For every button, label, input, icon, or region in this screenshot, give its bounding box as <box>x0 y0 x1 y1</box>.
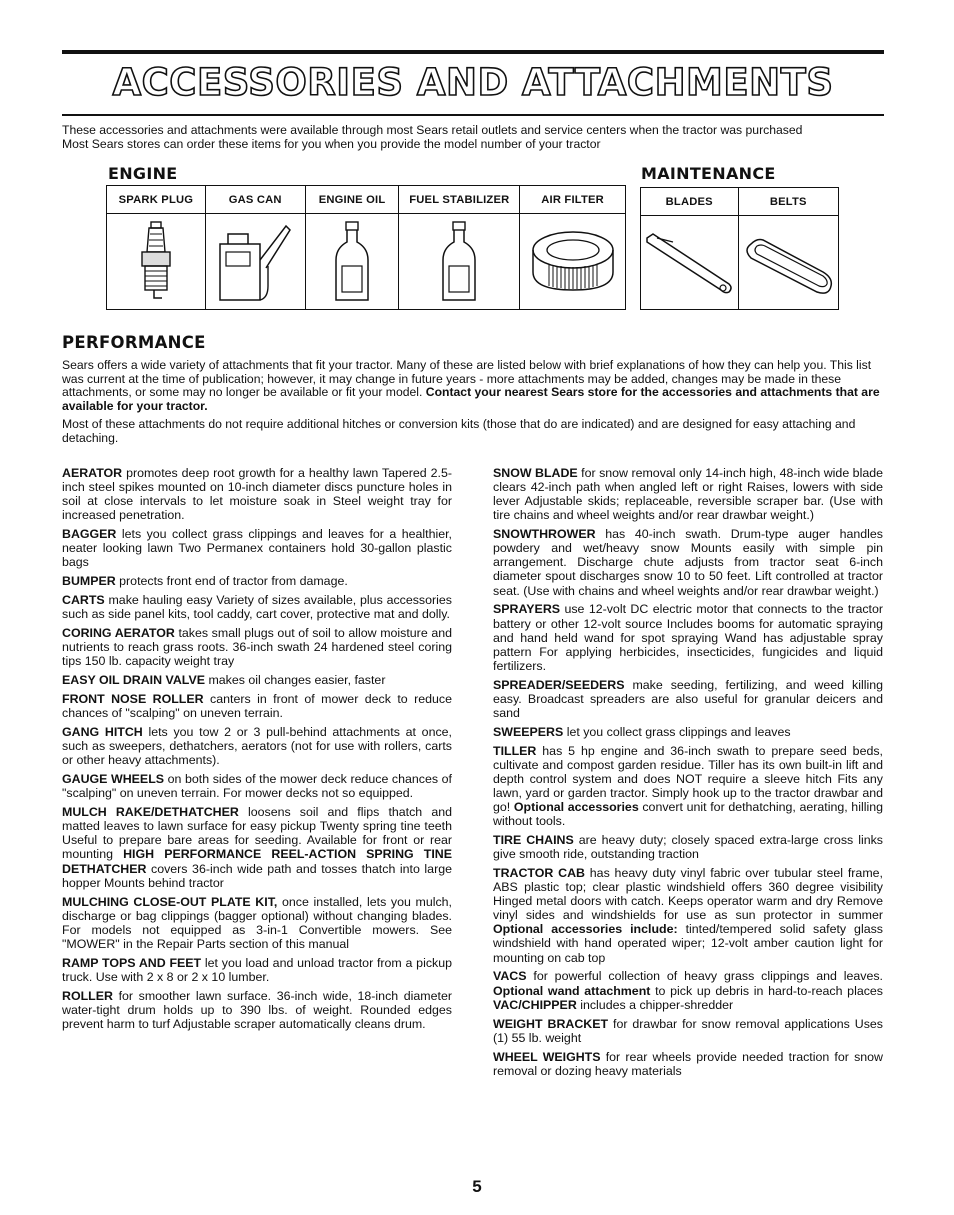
engine-heading: ENGINE <box>108 164 178 183</box>
attachment-description: for smoother lawn surface. 36-inch wide, 18-inch diameter water-tight drum holds up to 390 lbs. of weight. Rounded edges prevent harm to turf Adjustable scraper automatically cleans drum. <box>62 988 452 1031</box>
part-gas-can <box>206 186 306 309</box>
gas-can-icon <box>214 220 296 304</box>
intro-line-2: Most Sears stores can order these items for you when you provide the model number of your tractor <box>62 137 601 151</box>
attachment-entry <box>62 895 452 951</box>
page-title: ACCESSORIES AND ATTACHMENTS <box>112 61 834 104</box>
attachment-term: FRONT NOSE ROLLER <box>62 692 204 707</box>
part-fuel-stabilizer <box>399 186 520 309</box>
attachment-term: WHEEL WEIGHTS <box>493 1049 601 1064</box>
attachment-description: lets you collect grass clippings and leaves for a healthier, neater looking lawn Two Permanex containers hold 30-gallon plastic bags <box>62 527 452 570</box>
part-air-filter <box>520 186 625 309</box>
attachment-description: lets you tow 2 or 3 pull-behind attachments at once, such as sweepers, dethatchers, aerators (not for use with rollers, carts or other heavy attachments). <box>62 725 452 768</box>
title-underline <box>62 114 884 116</box>
attachment-description: make seeding, fertilizing, and weed killing easy. Broadcast spreaders are also useful for granular deicers and sand <box>493 677 883 720</box>
attachment-description: takes small plugs out of soil to allow moisture and nutrients to reach grass roots. 36-inch swath 24 hardened steel coring tips 150 lb. capacity weight tray <box>62 626 452 669</box>
attachment-term: BAGGER <box>62 527 117 542</box>
attachment-term: GAUGE WHEELS <box>62 772 165 787</box>
attachment-description: make hauling easy Variety of sizes available, plus accessories such as side panel kits, tool caddy, cart cover, protective mat and dolly. <box>62 593 452 622</box>
attachment-entry <box>62 725 452 767</box>
attachment-description: for rear wheels provide needed traction for snow removal or dozing heavy materials <box>493 1049 883 1078</box>
performance-heading: PERFORMANCE <box>62 333 206 352</box>
part-blades <box>641 188 739 309</box>
attachment-entry <box>493 833 883 861</box>
left-column <box>62 466 452 1036</box>
attachment-description: for drawbar for snow removal applications Uses (1) 55 lb. weight <box>493 1016 883 1045</box>
attachment-term: SPREADER/SEEDERS <box>493 677 625 692</box>
attachment-term: CARTS <box>62 593 105 608</box>
part-label: BLADES <box>641 188 738 216</box>
attachment-entry <box>493 602 883 672</box>
attachment-term: Optional accessories <box>513 800 639 815</box>
attachment-entry <box>493 527 883 597</box>
attachment-description: on both sides of the mower deck reduce chances of "scalping" on uneven terrain. For mower decks not so equipped. <box>62 772 452 801</box>
performance-paragraph-1: Sears offers a wide variety of attachments that fit your tractor. Many of these are listed below with brief explanations of how they can help you. This list was current at the time of publication; however, it may change in future years - more attachments may be added, changes may be made in these attachments, or some may no longer be available or fit your model. Contact your nearest Sears store for the accessories and attachments that are available for your tractor. <box>62 358 880 413</box>
attachment-description: once installed, lets you mulch, discharge or bag clippings (bagger optional) without changing blades. For models not equipped as 3-in-1 Convertible mowers. See "MOWER" in the Repair Parts section of this manual <box>62 894 452 951</box>
attachment-entry <box>493 678 883 720</box>
part-spark-plug <box>107 186 206 309</box>
attachment-term: TRACTOR CAB <box>493 866 585 881</box>
attachment-entry <box>62 574 452 588</box>
performance-text <box>62 359 884 450</box>
intro-text <box>62 123 892 151</box>
attachment-entry <box>493 466 883 522</box>
attachment-term: EASY OIL DRAIN VALVE <box>62 673 205 688</box>
attachment-term: RAMP TOPS AND FEET <box>62 955 202 970</box>
attachment-term: WEIGHT BRACKET <box>493 1016 609 1031</box>
attachment-term: AERATOR <box>62 466 123 480</box>
attachment-entry <box>62 956 452 984</box>
attachment-description: let you collect grass clippings and leaves <box>566 724 791 739</box>
attachment-term: TIRE CHAINS <box>493 833 574 848</box>
attachment-term: Optional wand attachment <box>493 983 651 998</box>
spark-plug-icon <box>136 220 176 304</box>
attachment-description: canters in front of mower deck to reduce chances of "scalping" on uneven terrain. <box>62 692 453 721</box>
attachment-description: protects front end of tractor from damage. <box>119 574 348 589</box>
part-label: GAS CAN <box>206 186 305 214</box>
belt-icon <box>741 228 835 298</box>
attachment-entry <box>62 805 452 890</box>
attachment-term: HIGH PERFORMANCE REEL-ACTION SPRING TINE DETHATCHER <box>62 847 452 876</box>
attachment-entry <box>493 1050 883 1078</box>
attachment-description: to pick up debris in hard-to-reach places <box>655 983 883 998</box>
air-filter-icon <box>527 224 619 300</box>
page-number: 5 <box>472 1177 482 1196</box>
part-belts <box>739 188 839 309</box>
attachment-term: SPRAYERS <box>493 602 561 617</box>
attachment-entry <box>62 772 452 800</box>
part-label: SPARK PLUG <box>107 186 205 214</box>
part-engine-oil <box>306 186 400 309</box>
part-label: AIR FILTER <box>520 186 625 214</box>
attachment-description: convert unit for dethatching, aerating, hilling without tools. <box>493 800 883 829</box>
attachment-term: CORING AERATOR <box>62 626 175 641</box>
engine-parts-table <box>106 185 626 310</box>
part-label: ENGINE OIL <box>306 186 399 214</box>
attachment-entry <box>493 866 883 965</box>
attachment-term: MULCH RAKE/DETHATCHER <box>62 805 239 820</box>
attachment-term: ROLLER <box>62 988 113 1003</box>
attachment-entry <box>62 989 452 1031</box>
attachment-entry <box>62 527 452 569</box>
attachment-description: let you load and unload tractor from a pickup truck. Use with 2 x 8 or 2 x 10 lumber. <box>62 955 452 984</box>
attachment-term: TILLER <box>493 743 537 758</box>
attachment-term: Optional accessories include: <box>493 922 678 937</box>
attachment-description: includes a chipper-shredder <box>580 997 734 1012</box>
intro-line-1: These accessories and attachments were available through most Sears retail outlets and service centers when the tractor was purchased <box>62 123 803 137</box>
part-label: FUEL STABILIZER <box>399 186 519 214</box>
attachment-description: for powerful collection of heavy grass clippings and leaves. <box>533 969 883 984</box>
attachment-term: SNOWTHROWER <box>493 527 596 542</box>
attachment-entry <box>493 744 883 829</box>
attachment-description: promotes deep root growth for a healthy lawn Tapered 2.5-inch steel spikes mounted on 10-inch diameter discs puncture holes in soil at close intervals to let moisture soak in Steel weight tray for increased penetration. <box>62 466 452 523</box>
attachment-description: for snow removal only 14-inch high, 48-inch wide blade clears 42-inch path when angled left or right Raises, lowers with side lever Adjustable skids; replaceable, reversible scraper bar. (Use with tire chains and wheel weights and/or rear drawbar weight.) <box>493 466 883 523</box>
part-label: BELTS <box>739 188 839 216</box>
attachment-entry <box>62 466 452 522</box>
attachment-term: VAC/CHIPPER <box>493 997 577 1012</box>
attachment-entry <box>493 1017 883 1045</box>
attachment-description: use 12-volt DC electric motor that connects to the tractor battery or other 12-volt source Includes booms for automatic spraying and hand held wand for spot spraying Wand has adjustable spray pattern For applying herbicides, insecticides, fungicides and liquid fertilizers. <box>493 602 883 673</box>
attachment-entry <box>493 725 883 739</box>
attachment-term: BUMPER <box>62 574 116 589</box>
performance-paragraph-2: Most of these attachments do not require additional hitches or conversion kits (those that do are indicated) and are designed for easy attaching and detaching. <box>62 417 856 445</box>
oil-bottle-icon <box>332 220 372 304</box>
attachment-description: loosens soil and flips thatch and matted leaves to lawn surface for easy pickup Twenty spring tine teeth Useful to prepare bare areas for seeding. Available for front or rear mounting <box>62 805 452 862</box>
attachment-description: tinted/tempered solid safety glass windshield with hand operated wiper; 12-volt amber caution light for mounting on cab top <box>493 922 883 965</box>
attachment-term: MULCHING CLOSE-OUT PLATE KIT, <box>62 894 278 909</box>
attachment-entry <box>62 673 452 687</box>
attachment-term: VACS <box>493 969 527 984</box>
stabilizer-bottle-icon <box>439 220 479 304</box>
attachment-description: has 5 hp engine and 36-inch swath to prepare seed beds, cultivate and compost garden residue. Tiller has its own built-in lift and depth control system and does NOT require a sleeve hitch Fits any lawn, yard or garden tractor. Simply hook up to the tractor drawbar and go! <box>493 743 883 815</box>
attachment-description: has heavy duty vinyl fabric over tubular steel frame, ABS plastic top; clear plastic windshield offers 360 degree visibility Hinged metal doors with catch. Keeps operator warm and dry Remove vinyl sides and windshields for use as sun protector in summer <box>493 866 883 923</box>
attachment-term: GANG HITCH <box>62 725 143 740</box>
attachment-term: SNOW BLADE <box>493 466 578 480</box>
right-column <box>493 466 883 1083</box>
maintenance-heading: MAINTENANCE <box>641 164 776 183</box>
attachment-description: makes oil changes easier, faster <box>208 673 386 688</box>
blade-icon <box>643 228 735 298</box>
maintenance-parts-table <box>640 187 839 310</box>
top-rule <box>62 50 884 54</box>
attachment-term: SWEEPERS <box>493 724 564 739</box>
attachment-entry <box>62 692 452 720</box>
attachment-description: has 40-inch swath. Drum-type auger handles powdery and wet/heavy snow Mounts easily with simple pin arrangement. Discharge chute adjusts from tractor seat 6-inch diameter spout discharges snow 10 to 50 feet. Lift controlled at tractor seat. (Use with chains and wheel weights and/or rear drawbar weight.) <box>493 527 883 598</box>
attachment-description: are heavy duty; closely spaced extra-large cross links give smooth ride, outstanding traction <box>493 833 883 862</box>
attachment-entry <box>493 969 883 1011</box>
attachment-description: covers 36-inch wide path and tosses thatch into large hopper Mounts behind tractor <box>62 861 452 890</box>
attachment-entry <box>62 593 452 621</box>
attachment-entry <box>62 626 452 668</box>
